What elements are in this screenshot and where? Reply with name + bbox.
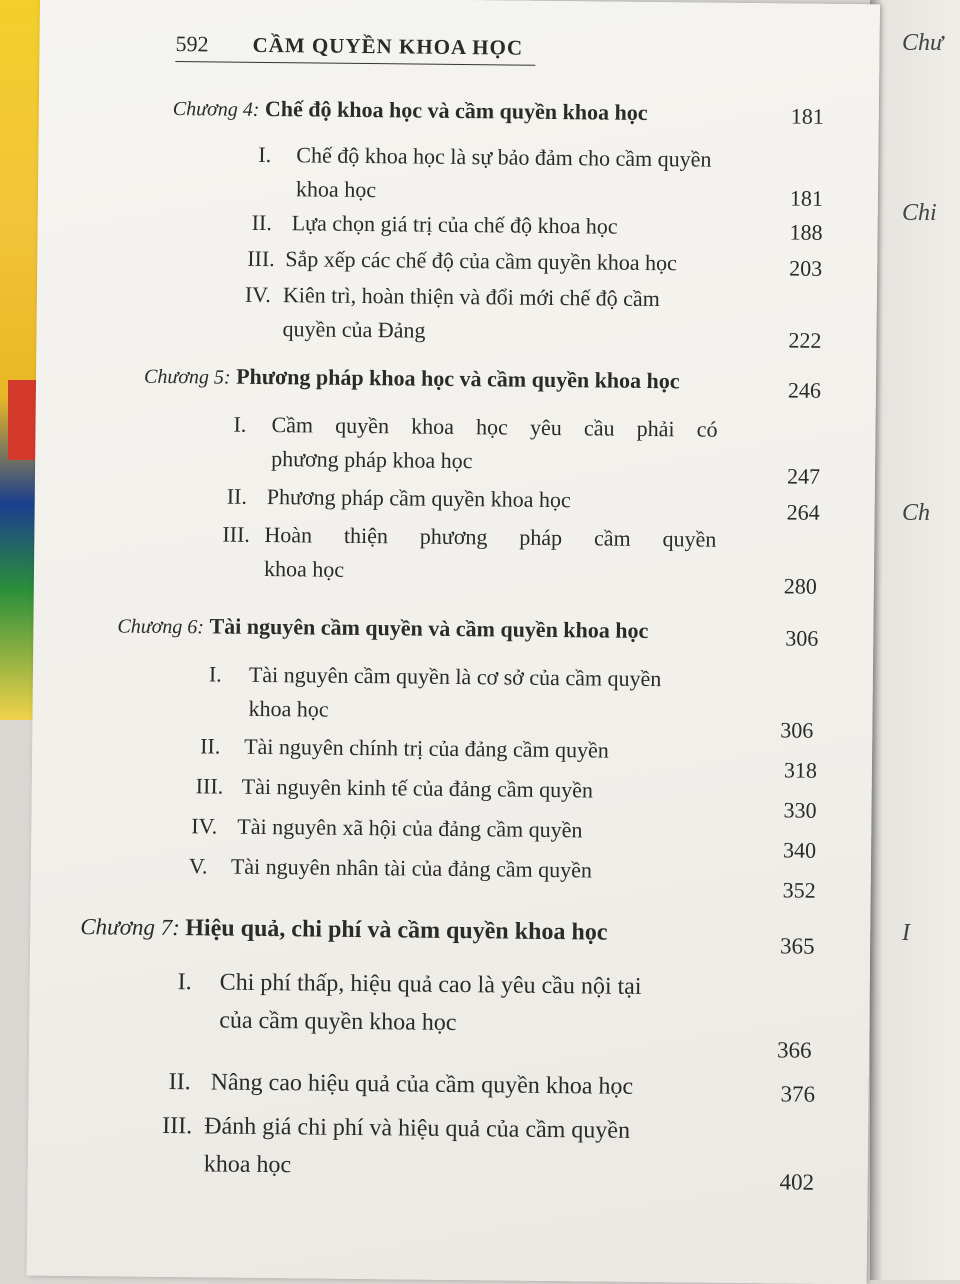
facing-page <box>870 0 960 1280</box>
item-text: Hoàn thiện phương pháp cầm quyền <box>264 521 717 552</box>
toc-item <box>258 138 739 203</box>
item-number: IV. <box>244 281 271 308</box>
toc-chapter <box>117 608 757 650</box>
toc-item <box>233 408 734 474</box>
item-text: quyền của Đảng <box>282 316 426 343</box>
chapter-label: Chương 4: <box>172 97 260 121</box>
item-page: 376 <box>780 1081 816 1107</box>
item-text: phương pháp khoa học <box>271 446 473 474</box>
toc-item <box>222 518 733 582</box>
chapter-page: 306 <box>785 625 819 651</box>
chapter-label: Chương 6: <box>117 615 205 639</box>
item-number: III. <box>222 521 251 547</box>
item-page: 330 <box>783 797 817 823</box>
item-number: I. <box>177 969 192 996</box>
item-page: 402 <box>779 1169 815 1195</box>
item-text: Tài nguyên xã hội của đảng cầm quyền <box>237 813 583 843</box>
item-number: II. <box>168 1069 191 1096</box>
item-text: Đánh giá chi phí và hiệu quả của cầm quyền <box>204 1113 631 1144</box>
item-number: II. <box>251 209 272 236</box>
item-number: I. <box>258 141 272 168</box>
item-text: của cầm quyền khoa học <box>219 1007 457 1037</box>
item-number: III. <box>247 245 275 272</box>
toc-item <box>208 657 729 722</box>
item-text: Lựa chọn giá trị của chế độ khoa học <box>291 210 618 239</box>
book-page <box>27 0 880 1284</box>
toc-chapter <box>173 91 793 132</box>
item-text: Tài nguyên chính trị của đảng cầm quyền <box>244 733 610 763</box>
chapter-title: Chế độ khoa học và cầm quyền khoa học <box>264 95 648 125</box>
page-number: 592 <box>175 31 209 57</box>
chapter-title: Phương pháp khoa học và cầm quyền khoa học <box>236 363 680 394</box>
toc-item <box>162 1107 722 1179</box>
item-text: Cầm quyền khoa học yêu cầu phải có <box>271 412 718 442</box>
toc-chapter <box>144 359 764 400</box>
item-page: 318 <box>783 757 818 783</box>
item-text: Chi phí thấp, hiệu quả cao là yêu cầu nội tại <box>219 969 642 1000</box>
item-text: khoa học <box>263 555 345 582</box>
item-page: 280 <box>783 573 818 599</box>
toc-item <box>200 729 720 763</box>
chapter-label: Chương 5: <box>143 365 231 389</box>
toc-item <box>191 809 712 843</box>
facing-page-fragment: Ch <box>902 500 931 526</box>
item-number: V. <box>188 853 208 879</box>
item-text: Kiên trì, hoàn thiện và đổi mới chế độ cầm <box>282 282 660 312</box>
item-number: IV. <box>191 813 218 839</box>
item-number: III. <box>195 773 224 799</box>
chapter-page: 246 <box>787 377 822 403</box>
item-number: I. <box>233 411 247 437</box>
toc-item <box>188 849 709 883</box>
toc-item <box>195 769 716 803</box>
item-page: 222 <box>788 327 822 353</box>
item-text: Phương pháp cầm quyền khoa học <box>266 484 571 513</box>
item-page: 340 <box>782 837 817 863</box>
item-number: II. <box>200 733 221 759</box>
toc-item <box>168 1063 709 1100</box>
chapter-title: Hiệu quả, chi phí và cầm quyền khoa học <box>185 915 608 946</box>
item-page: 188 <box>789 219 823 245</box>
facing-page-fragment: Chư <box>902 30 944 56</box>
item-number: II. <box>226 483 248 509</box>
chapter-page: 181 <box>790 103 824 129</box>
item-page: 247 <box>786 463 821 489</box>
item-text: khoa học <box>248 695 329 722</box>
item-number: I. <box>208 661 222 687</box>
running-title: CẦM QUYỀN KHOA HỌC <box>252 32 524 60</box>
item-page: 352 <box>782 877 816 903</box>
item-text: Tài nguyên cầm quyền là cơ sở của cầm quyền <box>248 661 662 692</box>
running-header <box>175 31 535 66</box>
chapter-label: Chương 7: <box>80 914 180 941</box>
chapter-page: 365 <box>779 933 815 959</box>
item-page: 203 <box>789 255 823 281</box>
facing-page-fragment: I <box>902 920 910 946</box>
item-number: III. <box>162 1112 193 1140</box>
item-text: khoa học <box>295 176 377 203</box>
item-page: 264 <box>786 499 820 525</box>
item-text: Sắp xếp các chế độ của cầm quyền khoa học <box>285 246 677 276</box>
item-text: Nâng cao hiệu quả của cầm quyền khoa học <box>210 1069 634 1100</box>
item-page: 366 <box>776 1037 812 1063</box>
chapter-title: Tài nguyên cầm quyền và cầm quyền khoa học <box>209 613 649 644</box>
item-text: Tài nguyên nhân tài của đảng cầm quyền <box>230 853 593 883</box>
toc-chapter <box>80 910 740 951</box>
item-page: 181 <box>789 185 824 211</box>
toc-item <box>226 480 707 513</box>
item-text: Tài nguyên kinh tế của đảng cầm quyền <box>241 773 594 803</box>
item-page: 306 <box>780 717 814 743</box>
facing-page-fragment: Chi <box>902 200 937 226</box>
item-text: Chế độ khoa học là sự bảo đảm cho cầm quyền <box>296 142 712 172</box>
toc-item <box>177 963 718 1037</box>
item-text: khoa học <box>203 1151 292 1179</box>
